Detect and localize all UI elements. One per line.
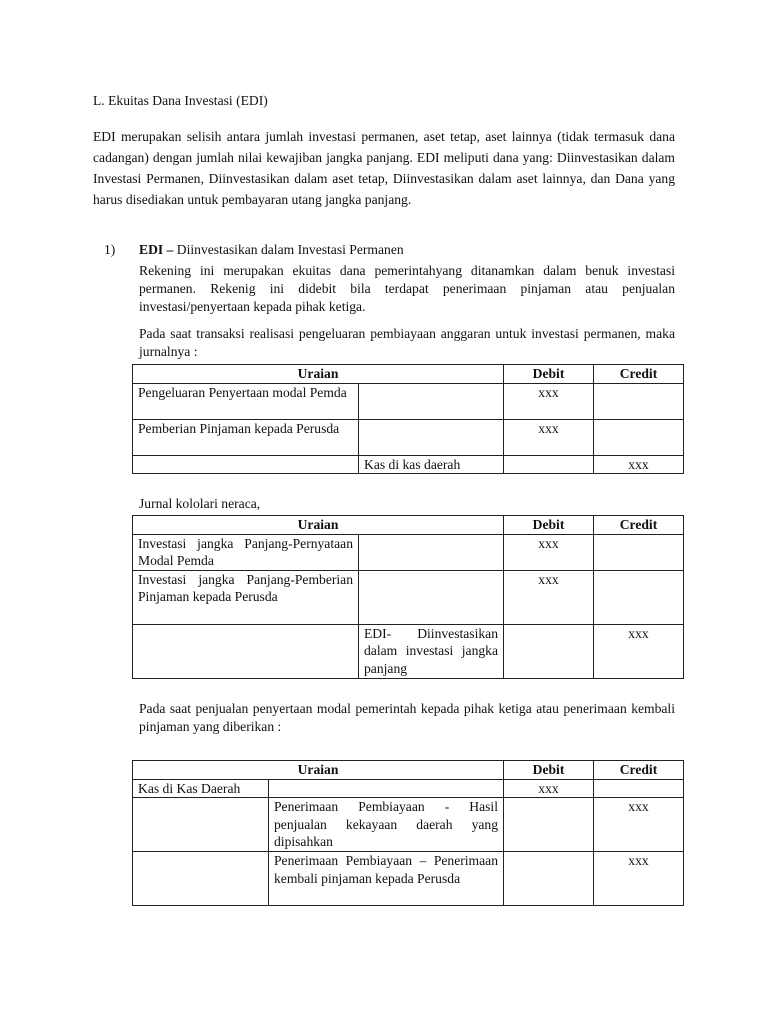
table-row xyxy=(133,455,684,474)
intro-paragraph: EDI merupakan selisih antara jumlah investasi permanen, aset tetap, aset lainnya (tidak termasuk dana cadangan) dengan jumlah nilai kewajiban jangka panjang. EDI meliputi dana yang: Diinvestasikan dalam Investasi Permanen, Diinvestasikan dalam aset tetap, Diinvestasikan dalam aset lainnya, dan Dana yang harus disediakan untuk pembayaran utang jangka panjang. xyxy=(93,129,675,207)
debit-amount-cell: xxx xyxy=(504,570,594,624)
empty-cell xyxy=(359,383,504,419)
empty-cell xyxy=(133,624,359,678)
empty-cell xyxy=(594,419,684,455)
empty-cell xyxy=(504,624,594,678)
debit-amount-cell: xxx xyxy=(504,383,594,419)
header-credit: Credit xyxy=(594,516,684,535)
credit-account-cell: EDI- Diinvestasikan dalam investasi jangka panjang xyxy=(359,624,504,678)
journal-table-realization xyxy=(132,364,684,474)
credit-amount-cell: xxx xyxy=(594,455,684,474)
debit-account-cell: Pemberian Pinjaman kepada Perusda xyxy=(133,419,359,455)
debit-amount-cell: xxx xyxy=(504,779,594,798)
table-row xyxy=(133,624,684,678)
header-credit: Credit xyxy=(594,365,684,384)
table-row xyxy=(133,852,684,906)
header-debit: Debit xyxy=(504,365,594,384)
corollary-journal-label: Jurnal kololari neraca, xyxy=(139,496,261,511)
empty-cell xyxy=(359,534,504,570)
empty-cell xyxy=(594,534,684,570)
empty-cell xyxy=(504,852,594,906)
header-uraian: Uraian xyxy=(133,516,504,535)
empty-cell xyxy=(504,798,594,852)
empty-cell xyxy=(133,852,269,906)
empty-cell xyxy=(133,798,269,852)
debit-account-cell: Investasi jangka Panjang-Pemberian Pinjaman kepada Perusda xyxy=(133,570,359,624)
list-item-heading-rest: Diinvestasikan dalam Investasi Permanen xyxy=(173,242,404,257)
empty-cell xyxy=(594,383,684,419)
credit-account-cell: Penerimaan Pembiayaan - Hasil penjualan kekayaan daerah yang dipisahkan xyxy=(269,798,504,852)
table-row xyxy=(133,383,684,419)
empty-cell xyxy=(133,455,359,474)
sale-journal-intro: Pada saat penjualan penyertaan modal pemerintah kepada pihak ketiga atau penerimaan kembali pinjaman yang diberikan : xyxy=(139,701,675,734)
table-row xyxy=(133,798,684,852)
debit-amount-cell: xxx xyxy=(504,419,594,455)
credit-amount-cell: xxx xyxy=(594,624,684,678)
header-debit: Debit xyxy=(504,761,594,780)
header-debit: Debit xyxy=(504,516,594,535)
table-row xyxy=(133,534,684,570)
header-credit: Credit xyxy=(594,761,684,780)
empty-cell xyxy=(504,455,594,474)
header-uraian: Uraian xyxy=(133,761,504,780)
debit-account-cell: Pengeluaran Penyertaan modal Pemda xyxy=(133,383,359,419)
journal-table-sale xyxy=(132,760,684,906)
table-row xyxy=(133,779,684,798)
empty-cell xyxy=(359,419,504,455)
empty-cell xyxy=(269,779,504,798)
table-row xyxy=(133,419,684,455)
debit-account-cell: Investasi jangka Panjang-Pernyataan Modal Pemda xyxy=(133,534,359,570)
list-item-number: 1) xyxy=(104,242,116,257)
empty-cell xyxy=(594,779,684,798)
list-item-heading-bold: EDI – xyxy=(139,242,174,257)
table-header-row xyxy=(133,761,684,780)
list-item-title xyxy=(104,241,404,259)
credit-amount-cell: xxx xyxy=(594,798,684,852)
debit-amount-cell: xxx xyxy=(504,534,594,570)
list-item-heading xyxy=(139,242,404,257)
table-row xyxy=(133,570,684,624)
realization-journal-intro: Pada saat transaksi realisasi pengeluaran pembiayaan anggaran untuk investasi permanen, maka jurnalnya : xyxy=(139,326,675,359)
debit-account-cell: Kas di Kas Daerah xyxy=(133,779,269,798)
empty-cell xyxy=(594,570,684,624)
credit-amount-cell: xxx xyxy=(594,852,684,906)
account-description-paragraph: Rekening ini merupakan ekuitas dana pemerintahyang ditanamkan dalam benuk investasi permanen. Rekenig ini didebit bila terdapat penerimaan pinjaman atau penjualan investasi/penyertaan kepada pihak ketiga. xyxy=(139,263,675,314)
journal-table-corollary xyxy=(132,515,684,679)
credit-account-cell: Penerimaan Pembiayaan – Penerimaan kembali pinjaman kepada Perusda xyxy=(269,852,504,906)
credit-account-cell: Kas di kas daerah xyxy=(359,455,504,474)
empty-cell xyxy=(359,570,504,624)
header-uraian: Uraian xyxy=(133,365,504,384)
table-header-row xyxy=(133,365,684,384)
section-heading: L. Ekuitas Dana Investasi (EDI) xyxy=(93,93,268,108)
table-header-row xyxy=(133,516,684,535)
